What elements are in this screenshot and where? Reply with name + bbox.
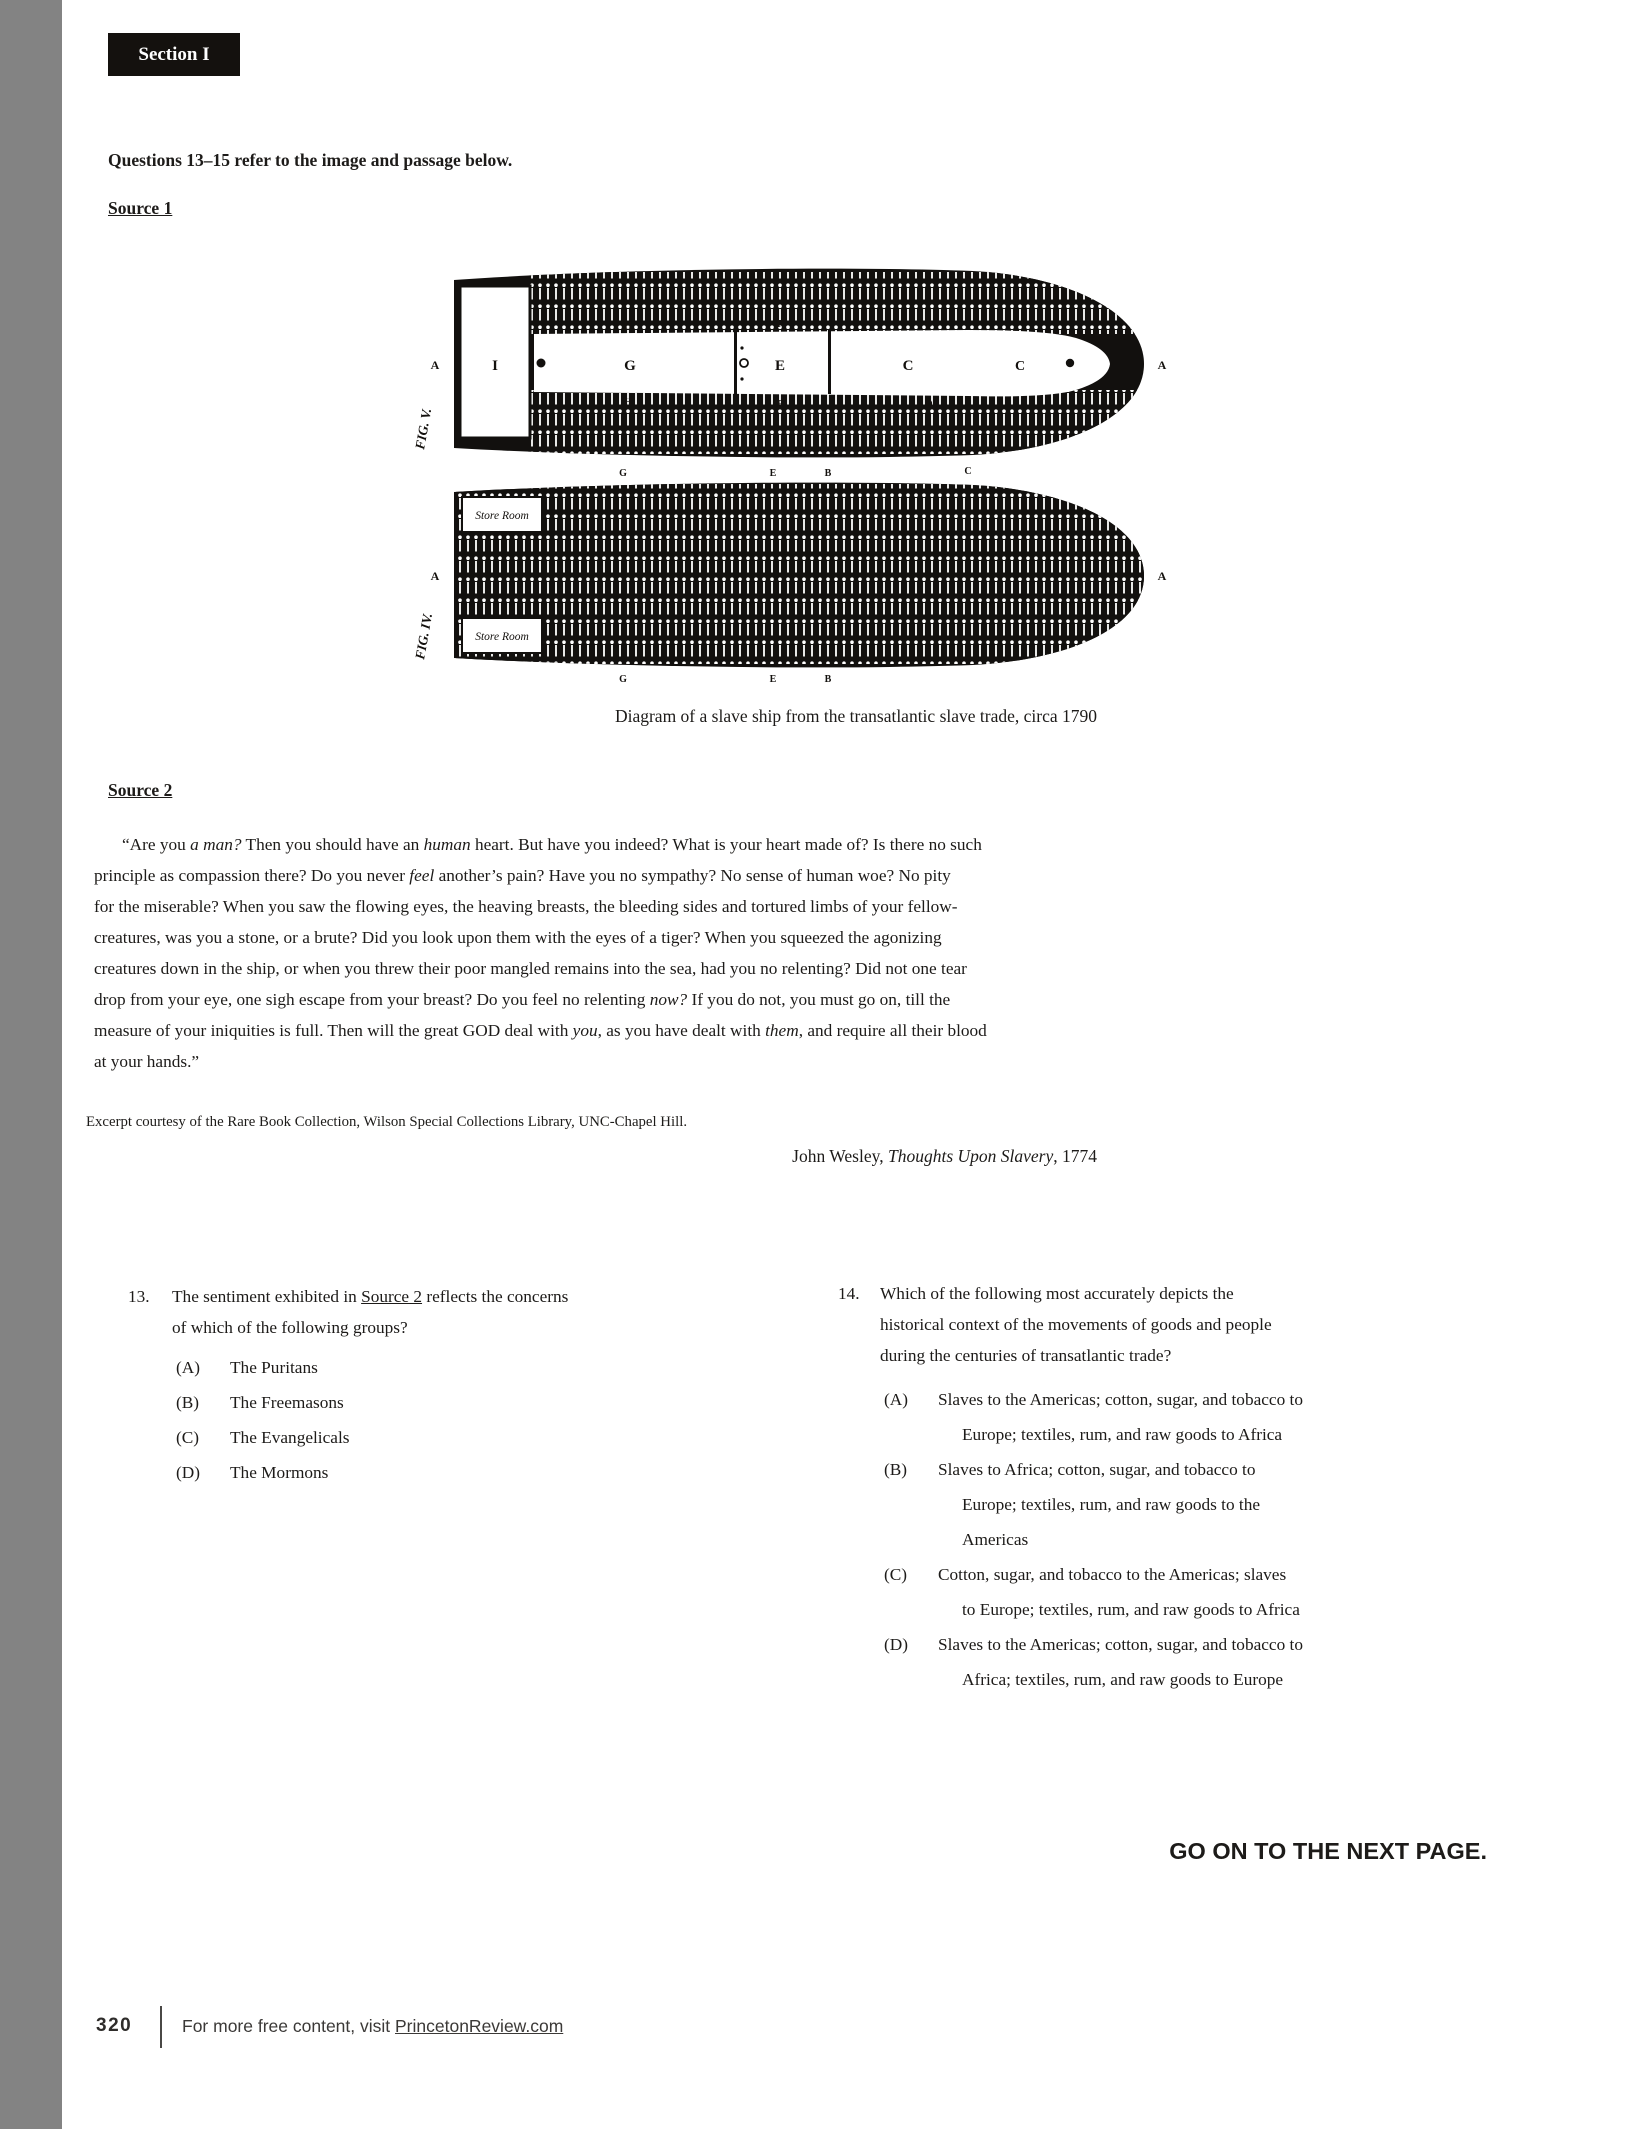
option-label: (B) (176, 1393, 200, 1412)
go-on-instruction: GO ON TO THE NEXT PAGE. (1169, 1838, 1487, 1864)
text-segment: heart. But have you indeed? What is your heart made of? Is there no such (470, 835, 982, 854)
option-label: (B) (884, 1460, 908, 1479)
option-label: (A) (176, 1358, 200, 1377)
option-text: Slaves to the Americas; cotton, sugar, and tobacco to (938, 1390, 1303, 1409)
option-text: Slaves to Africa; cotton, sugar, and tobacco to (938, 1460, 1256, 1479)
fig5-letter-A-right: A (1157, 358, 1167, 372)
option-text: Slaves to the Americas; cotton, sugar, and tobacco to (938, 1635, 1303, 1654)
fig5-mast-ring (740, 359, 748, 367)
text-segment: another’s pain? Have you no sympathy? No sense of human woe? No pity (434, 866, 951, 885)
text-segment: , 1774 (1053, 1146, 1097, 1166)
text-segment: “Are you (122, 835, 191, 854)
text-segment: principle as compassion there? Do you never (94, 866, 410, 885)
text-segment: creatures down in the ship, or when you threw their poor mangled remains into the sea, had you no relenting? Did not one tear (94, 959, 967, 978)
footer-text-prefix: For more free content, visit (182, 2016, 395, 2036)
passage-line (94, 891, 987, 922)
fig5-deck-plan (412, 269, 1167, 458)
q14-option-continued (0, 1524, 1640, 1555)
fig4-store-room-bottom-label: Store Room (475, 631, 529, 643)
source2-heading-text: Source 2 (108, 780, 173, 800)
fig5-letter-F-bottom: F (776, 399, 784, 410)
text-segment: human (423, 835, 471, 854)
fig4-deck-plan (412, 483, 1167, 684)
option-label: (D) (176, 1463, 200, 1482)
question-14-number: 14. (838, 1284, 860, 1303)
question-13-stem (172, 1281, 568, 1343)
footer-link[interactable]: PrincetonReview.com (395, 2016, 564, 2036)
fig4-letter-A-left: A (430, 569, 440, 583)
fig4-top-letters (619, 466, 972, 479)
text-segment: Thoughts Upon Slavery (887, 1146, 1054, 1166)
passage-line (94, 953, 987, 984)
fig4-letter-B-top: B (824, 468, 832, 479)
text-segment: If you do not, you must go on, till the (687, 990, 951, 1009)
page-edge-strip (0, 0, 62, 2129)
fig4-letter-B-bottom: B (824, 674, 832, 684)
q14-option-continued (0, 1594, 1640, 1625)
question-14-stem-line (880, 1278, 1272, 1309)
footer-divider (160, 2006, 162, 2048)
text-segment: them (765, 1021, 799, 1040)
question-14-stem-line (880, 1340, 1272, 1371)
option-text: Cotton, sugar, and tobacco to the Americas; slaves (938, 1565, 1287, 1584)
fig5-letter-H-bottom: H (624, 397, 632, 408)
slave-ship-diagram (408, 260, 1178, 684)
fig5-small-dot-2 (740, 377, 743, 380)
passage-line (94, 922, 987, 953)
text-segment: drop from your eye, one sigh escape from your breast? Do you feel no relenting (94, 990, 650, 1009)
passage (94, 829, 987, 1077)
questions-reference-header: Questions 13–15 refer to the image and passage below. (108, 150, 513, 170)
fig5-letter-F-top: F (776, 319, 784, 330)
question-13-number: 13. (128, 1287, 150, 1306)
fig5-bow-dot (1066, 359, 1074, 367)
text-segment: historical context of the movements of goods and people (880, 1315, 1272, 1334)
option-label: (C) (176, 1428, 200, 1447)
text-segment: reflects the concerns (422, 1287, 569, 1306)
option-text: Europe; textiles, rum, and raw goods to the (962, 1495, 1261, 1514)
option-text: Americas (962, 1530, 1029, 1549)
fig4-store-room-top-label: Store Room (475, 510, 529, 522)
q14-option-continued (0, 1664, 1640, 1695)
text-segment: Source 2 (361, 1287, 423, 1306)
fig4-letter-C-top: C (964, 466, 972, 477)
fig4-letter-A-right: A (1157, 569, 1167, 583)
q14-option (0, 1559, 1640, 1590)
fig5-letter-C2: C (1014, 359, 1026, 374)
fig5-divider-2 (828, 330, 831, 394)
text-segment: for the miserable? When you saw the flowing eyes, the heaving breasts, the bleeding sides and tortured limbs of your fellow- (94, 897, 958, 916)
text-segment: at your hands.” (94, 1052, 200, 1071)
q14-option (0, 1629, 1640, 1660)
question-14-stem (880, 1278, 1272, 1371)
text-segment: Which of the following most accurately depicts the (880, 1284, 1234, 1303)
fig4-letter-G-bottom: G (619, 674, 627, 684)
fig5-letter-I: I (492, 358, 498, 374)
text-segment: of which of the following groups? (172, 1318, 408, 1337)
fig4-letter-E-top: E (769, 468, 777, 479)
passage-line (94, 1015, 987, 1046)
q13-option (0, 1352, 1640, 1383)
option-label: (C) (884, 1565, 908, 1584)
text-segment: a man? (190, 835, 242, 854)
q14-option (0, 1384, 1640, 1415)
passage-line (94, 829, 987, 860)
text-segment: , as you have dealt with (597, 1021, 766, 1040)
option-text: The Evangelicals (230, 1428, 350, 1447)
option-text: The Puritans (230, 1358, 318, 1377)
q14-option-continued (0, 1489, 1640, 1520)
option-label: (A) (884, 1390, 908, 1409)
fig4-letter-G-top: G (619, 468, 627, 479)
footer-text (182, 2016, 563, 2037)
option-text: The Mormons (230, 1463, 329, 1482)
text-segment: , and require all their blood (798, 1021, 987, 1040)
text-segment: creatures, was you a stone, or a brute? Did you look upon them with the eyes of a tiger? When you squeezed the agonizing (94, 928, 942, 947)
fig4-side-label: FIG. IV. (412, 611, 436, 661)
source1-heading (108, 198, 172, 219)
fig5-letter-C1: C (902, 358, 914, 374)
fig4-figure-rows (456, 484, 1146, 664)
question-14-stem-line (880, 1309, 1272, 1340)
fig5-letter-A-left: A (430, 358, 440, 372)
option-label: (D) (884, 1635, 908, 1654)
passage-line (94, 984, 987, 1015)
figure-caption: Diagram of a slave ship from the transatlantic slave trade, circa 1790 (614, 706, 1097, 726)
passage-line (94, 860, 987, 891)
attribution (792, 1146, 1097, 1167)
text-segment: feel (409, 866, 435, 885)
fig4-letter-E-bottom: E (769, 674, 777, 684)
source1-heading-text: Source 1 (108, 198, 173, 218)
option-text: Europe; textiles, rum, and raw goods to Africa (962, 1425, 1283, 1444)
text-segment: measure of your iniquities is full. Then will the great GOD deal with (94, 1021, 573, 1040)
question-13-stem-line (172, 1312, 568, 1343)
fig5-small-dot-1 (740, 346, 743, 349)
text-segment: during the centuries of transatlantic trade? (880, 1346, 1172, 1365)
fig5-divider-1 (734, 330, 737, 394)
option-text: The Freemasons (230, 1393, 344, 1412)
fig5-letter-E: E (774, 358, 786, 374)
credit-line: Excerpt courtesy of the Rare Book Collection, Wilson Special Collections Library, UNC-Chapel Hill. (86, 1114, 688, 1130)
option-text: Africa; textiles, rum, and raw goods to Europe (962, 1670, 1284, 1689)
text-segment: now? (649, 990, 688, 1009)
section-badge: Section I (108, 33, 240, 76)
text-segment: Then you should have an (241, 835, 424, 854)
fig5-side-label: FIG. V. (412, 407, 435, 451)
fig5-letter-D-bottom: D (925, 399, 933, 410)
fig5-letter-H-top: H (624, 321, 632, 332)
footer-page-number: 320 (96, 2015, 133, 2036)
q14-option-continued (0, 1419, 1640, 1450)
fig5-hatch-dot (537, 359, 546, 368)
passage-line (94, 1046, 987, 1077)
text-segment: you (572, 1021, 598, 1040)
source2-heading (108, 780, 172, 801)
question-13-stem-line (172, 1281, 568, 1312)
text-segment: The sentiment exhibited in (172, 1287, 362, 1306)
option-text: to Europe; textiles, rum, and raw goods to Africa (962, 1600, 1300, 1619)
fig5-letter-D-top: D (925, 319, 933, 330)
fig5-letter-G: G (624, 358, 636, 374)
q14-option (0, 1454, 1640, 1485)
text-segment: John Wesley, (792, 1146, 888, 1166)
